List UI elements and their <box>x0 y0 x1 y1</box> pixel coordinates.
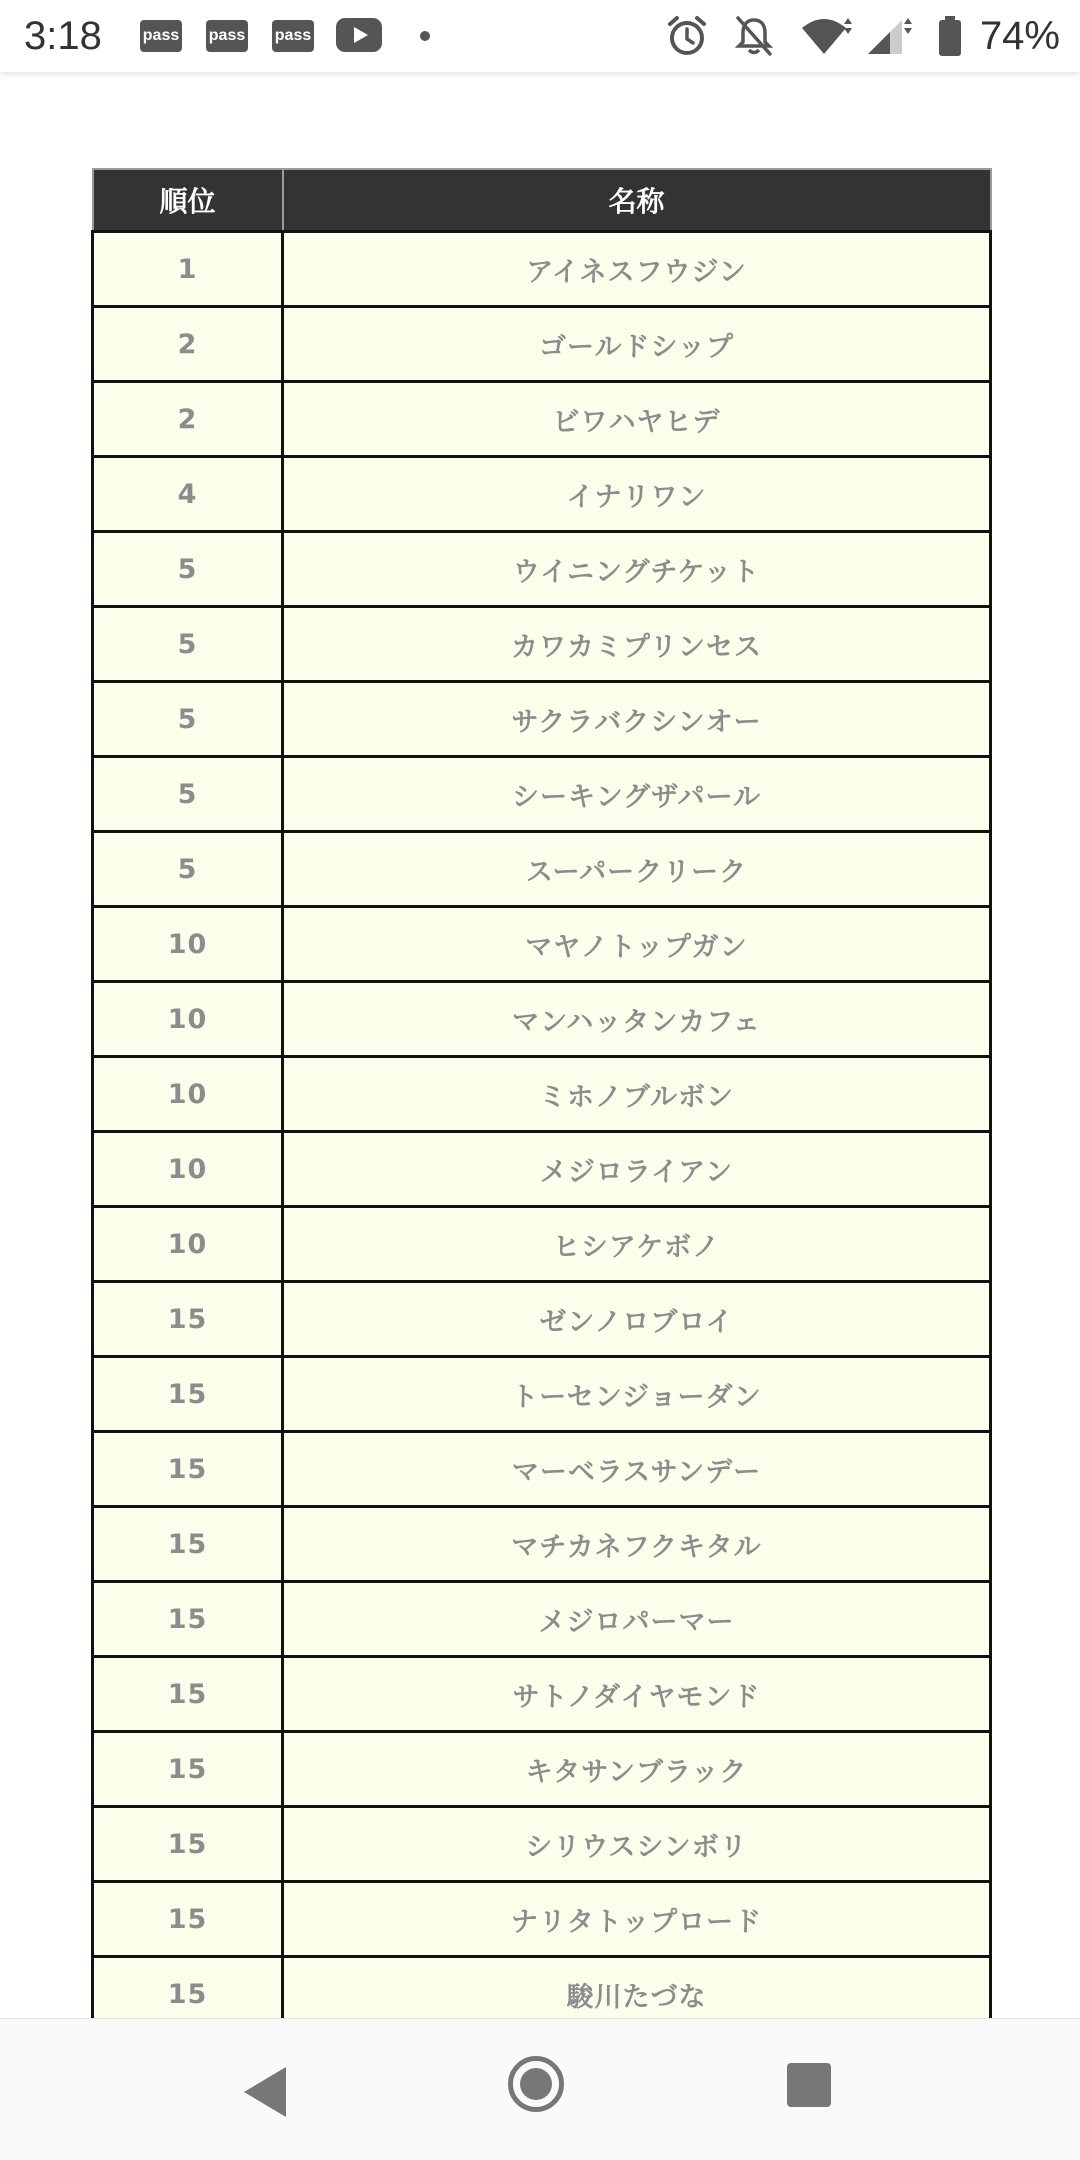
rank-cell: 10 <box>93 1057 283 1132</box>
rank-cell: 5 <box>93 757 283 832</box>
rank-column-header: 順位 <box>93 169 283 232</box>
table-row <box>93 1432 991 1507</box>
name-cell: 駿川たづな <box>283 1957 991 2019</box>
table-row <box>93 757 991 832</box>
wifi-icon <box>800 14 856 58</box>
name-cell: マーベラスサンデー <box>283 1432 991 1507</box>
name-cell: マンハッタンカフェ <box>283 982 991 1057</box>
table-row <box>93 307 991 382</box>
pass-icon: pass <box>140 20 182 52</box>
name-cell: イナリワン <box>283 457 991 532</box>
name-cell: ゴールドシップ <box>283 307 991 382</box>
rank-cell: 5 <box>93 832 283 907</box>
rank-cell: 15 <box>93 1732 283 1807</box>
rank-cell: 15 <box>93 1957 283 2019</box>
signal-icon <box>866 14 918 58</box>
youtube-icon <box>336 18 382 52</box>
rank-cell: 10 <box>93 907 283 982</box>
rank-cell: 15 <box>93 1807 283 1882</box>
table-row <box>93 1582 991 1657</box>
name-cell: シーキングザパール <box>283 757 991 832</box>
name-cell: サトノダイヤモンド <box>283 1657 991 1732</box>
name-cell: メジロライアン <box>283 1132 991 1207</box>
status-bar <box>0 0 1080 72</box>
table-row <box>93 907 991 982</box>
home-icon[interactable] <box>508 2056 564 2112</box>
table-row <box>93 1282 991 1357</box>
rank-cell: 15 <box>93 1282 283 1357</box>
name-cell: ヒシアケボノ <box>283 1207 991 1282</box>
table-header-row <box>93 169 991 232</box>
name-cell: シリウスシンボリ <box>283 1807 991 1882</box>
name-cell: キタサンブラック <box>283 1732 991 1807</box>
name-cell: ナリタトップロード <box>283 1882 991 1957</box>
rank-cell: 15 <box>93 1357 283 1432</box>
name-cell: マヤノトップガン <box>283 907 991 982</box>
rank-cell: 15 <box>93 1507 283 1582</box>
name-cell: サクラバクシンオー <box>283 682 991 757</box>
table-row <box>93 232 991 307</box>
rank-cell: 15 <box>93 1582 283 1657</box>
name-cell: ミホノブルボン <box>283 1057 991 1132</box>
name-cell: メジロパーマー <box>283 1582 991 1657</box>
page-content[interactable] <box>0 72 1080 2018</box>
rank-cell: 15 <box>93 1432 283 1507</box>
name-cell: ビワハヤヒデ <box>283 382 991 457</box>
rank-cell: 10 <box>93 1132 283 1207</box>
rank-cell: 10 <box>93 982 283 1057</box>
rank-cell: 5 <box>93 607 283 682</box>
rank-cell: 15 <box>93 1657 283 1732</box>
clock: 3:18 <box>24 14 102 58</box>
table-row <box>93 1357 991 1432</box>
name-column-header: 名称 <box>283 169 991 232</box>
alarm-icon <box>666 14 708 58</box>
rank-cell: 2 <box>93 382 283 457</box>
rank-cell: 15 <box>93 1882 283 1957</box>
name-cell: マチカネフクキタル <box>283 1507 991 1582</box>
table-row <box>93 1807 991 1882</box>
table-row <box>93 1507 991 1582</box>
navigation-bar <box>0 2018 1080 2160</box>
rank-cell: 2 <box>93 307 283 382</box>
back-icon[interactable] <box>244 2067 286 2117</box>
ranking-table <box>91 168 992 2018</box>
table-row <box>93 1732 991 1807</box>
rank-cell: 4 <box>93 457 283 532</box>
pass-icon: pass <box>206 20 248 52</box>
rank-cell: 5 <box>93 682 283 757</box>
battery-percentage: 74% <box>979 14 1060 58</box>
table-row <box>93 1957 991 2019</box>
recents-icon[interactable] <box>787 2063 831 2107</box>
table-row <box>93 532 991 607</box>
name-cell: カワカミプリンセス <box>283 607 991 682</box>
more-notifications-dot-icon <box>420 31 430 41</box>
table-row <box>93 1657 991 1732</box>
rank-cell: 1 <box>93 232 283 307</box>
table-row <box>93 457 991 532</box>
name-cell: アイネスフウジン <box>283 232 991 307</box>
table-row <box>93 1207 991 1282</box>
notifications-off-icon <box>734 14 774 58</box>
table-row <box>93 1882 991 1957</box>
table-row <box>93 1132 991 1207</box>
table-row <box>93 607 991 682</box>
rank-cell: 10 <box>93 1207 283 1282</box>
battery-icon <box>936 14 964 58</box>
name-cell: ゼンノロブロイ <box>283 1282 991 1357</box>
table-row <box>93 982 991 1057</box>
name-cell: ウイニングチケット <box>283 532 991 607</box>
table-row <box>93 1057 991 1132</box>
name-cell: トーセンジョーダン <box>283 1357 991 1432</box>
rank-cell: 5 <box>93 532 283 607</box>
name-cell: スーパークリーク <box>283 832 991 907</box>
pass-icon: pass <box>272 20 314 52</box>
table-row <box>93 382 991 457</box>
table-row <box>93 832 991 907</box>
table-body <box>93 232 991 2019</box>
table-row <box>93 682 991 757</box>
